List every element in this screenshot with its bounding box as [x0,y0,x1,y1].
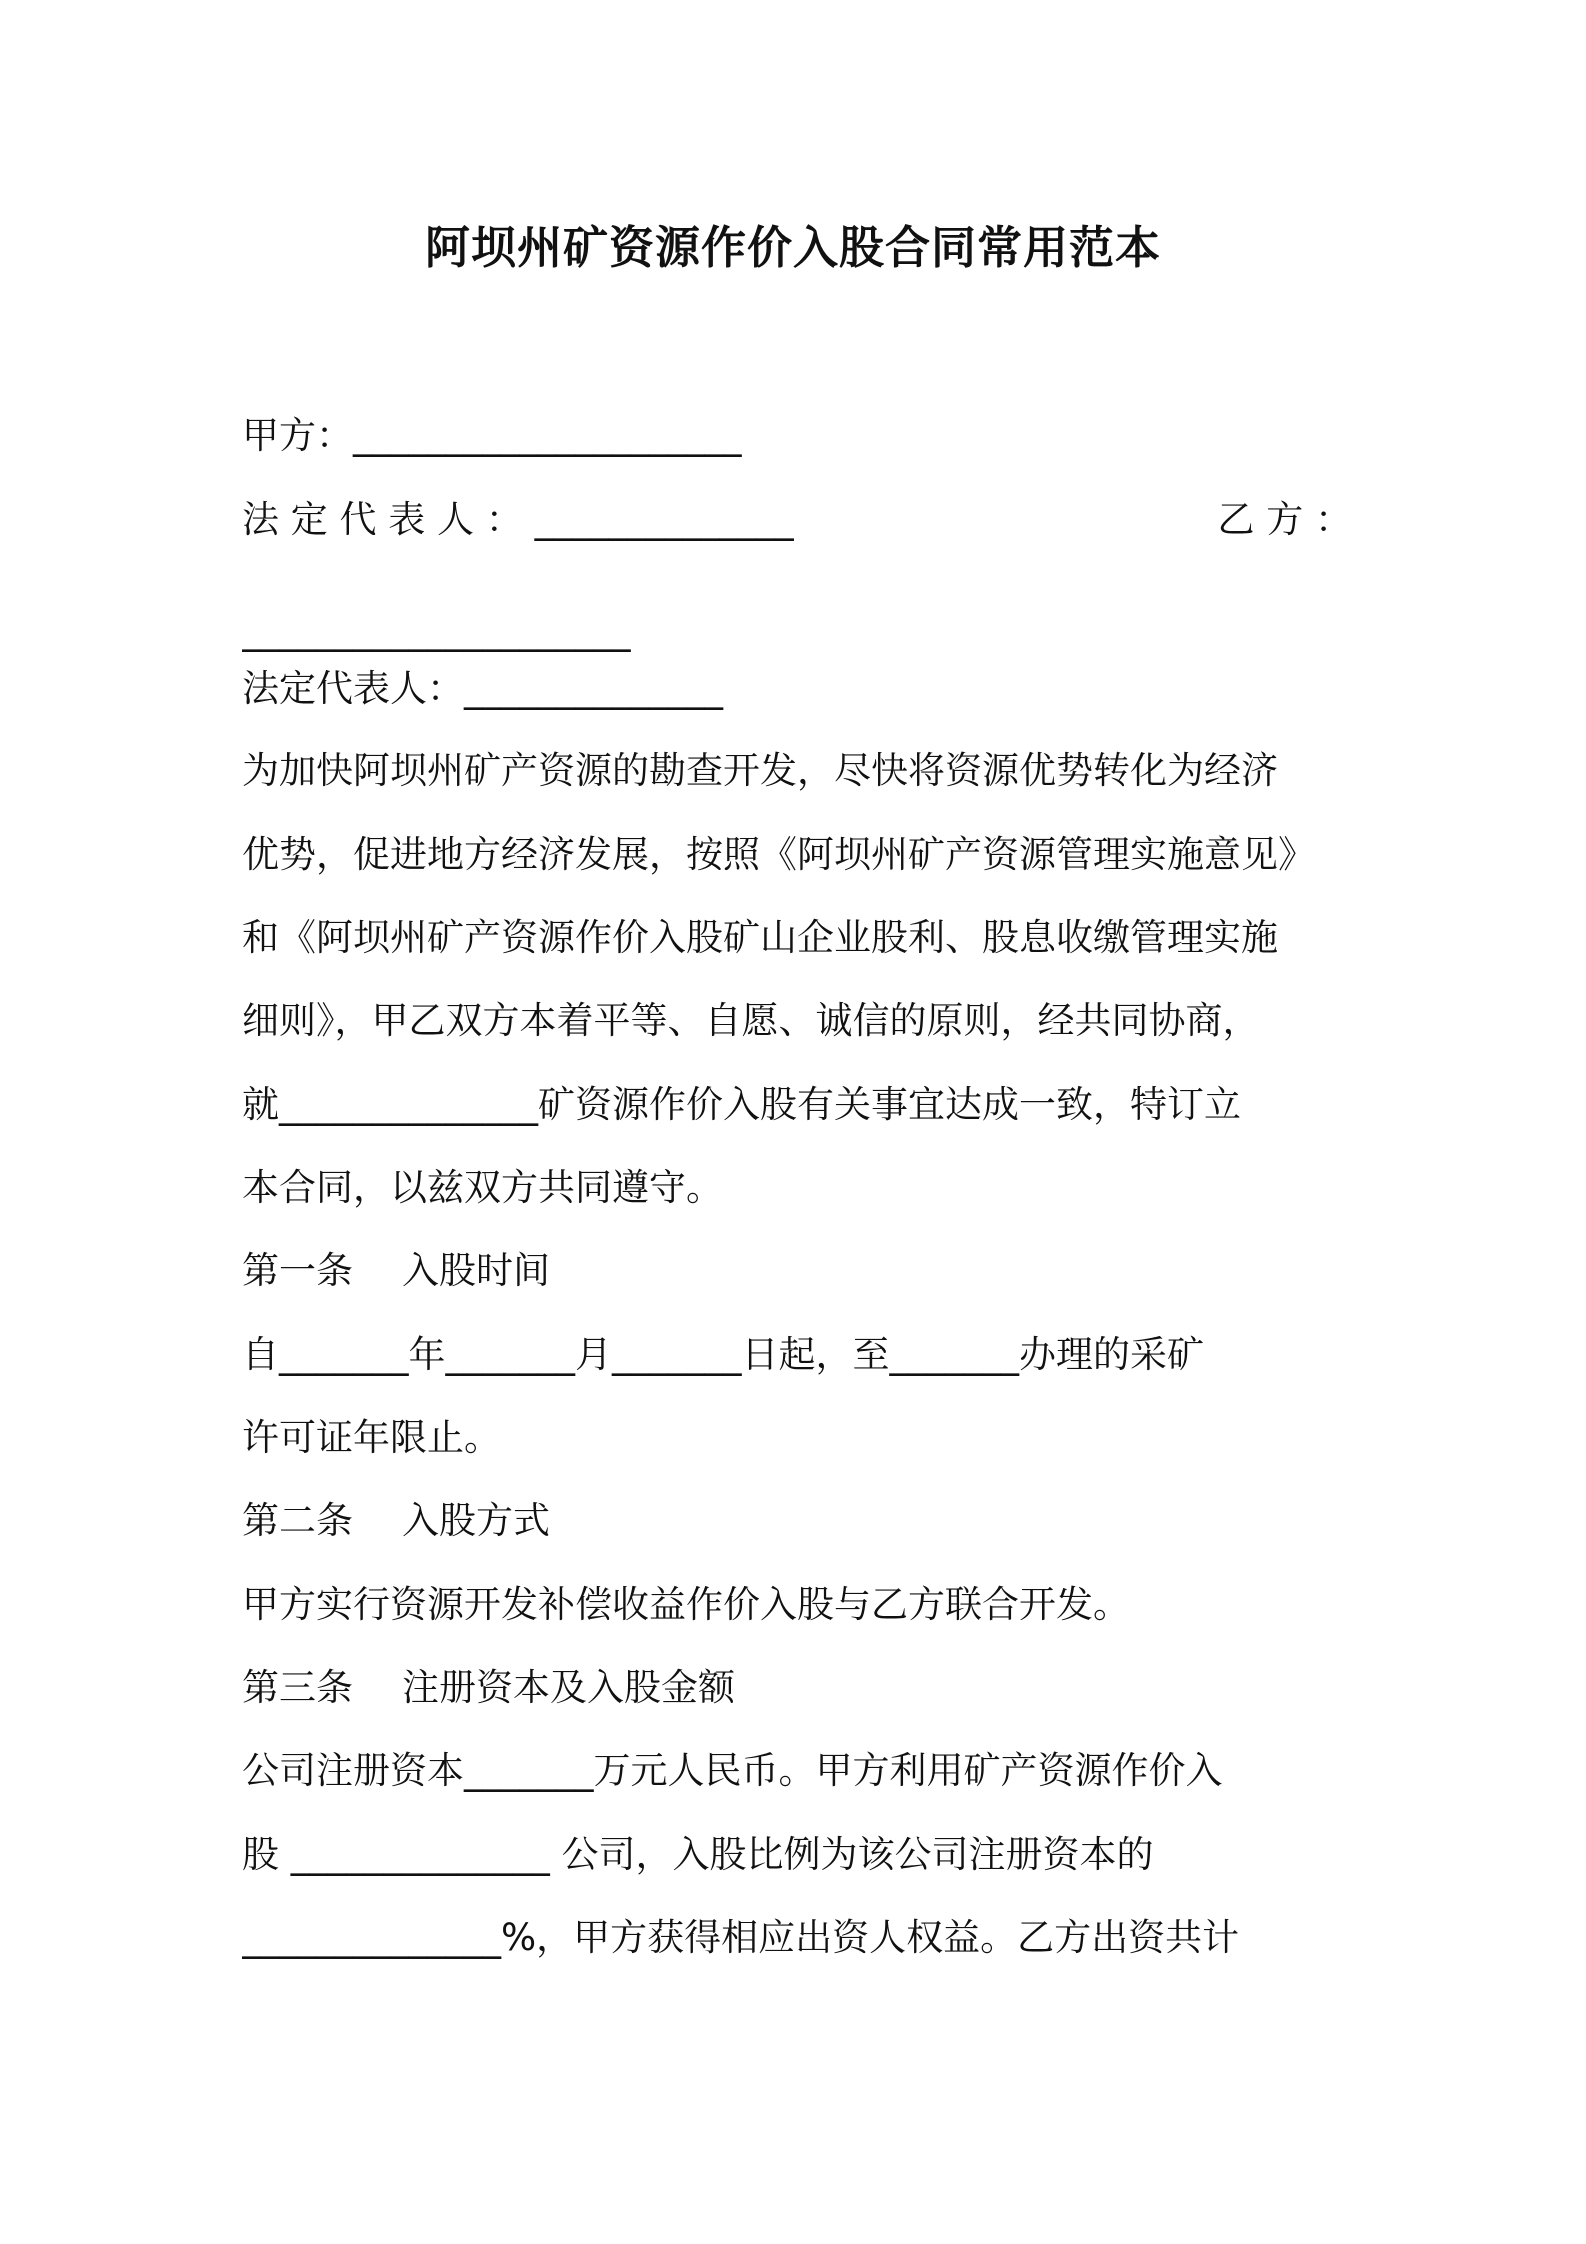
article-1-line: 自_______年_______月_______日起，至_______办理的采矿 [242,1333,1204,1376]
article-number: 第一条 [242,1249,353,1292]
article-1-heading [242,1246,1352,1296]
preamble-line: 优势，促进地方经济发展，按照《阿坝州矿产资源管理实施意见》 [242,833,1315,876]
rep-and-party-b-line [242,495,1352,545]
document-title: 阿坝州矿资源作价入股合同常用范本 [424,221,1161,274]
preamble-line: 为加快阿坝州矿产资源的勘查开发，尽快将资源优势转化为经济 [242,749,1278,792]
article-2-line: 甲方实行资源开发补偿收益作价入股与乙方联合开发。 [242,1583,1130,1626]
article-3-line: 股 ______________ 公司，入股比例为该公司注册资本的 [242,1833,1154,1876]
preamble-line: 和《阿坝州矿产资源作价入股矿山企业股利、股息收缴管理实施 [242,916,1278,959]
article-2-heading [242,1496,1352,1546]
party-b-rep-line: 法定代表人：______________ [242,667,723,710]
party-b-blank: _____________________ [242,609,631,652]
party-a-line: 甲方：_____________________ [242,414,742,457]
article-3-heading [242,1663,1352,1713]
article-title: 注册资本及入股金额 [402,1666,735,1709]
article-title: 入股时间 [402,1249,550,1292]
preamble-line: 就______________矿资源作价入股有关事宜达成一致，特订立 [242,1083,1241,1126]
article-title: 入股方式 [402,1499,550,1542]
article-1-line: 许可证年限止。 [242,1416,501,1459]
preamble-line: 细则》，甲乙双方本着平等、自愿、诚信的原则，经共同协商， [242,999,1260,1042]
party-a-rep-field: 法 定 代 表 人 ： ______________ [242,498,794,541]
article-number: 第二条 [242,1499,353,1542]
article-3-line: ______________%，甲方获得相应出资人权益。乙方出资共计 [242,1916,1240,1959]
preamble-line: 本合同，以兹双方共同遵守。 [242,1166,723,1209]
article-number: 第三条 [242,1666,353,1709]
party-b-label: 乙 方 ： [1217,498,1352,541]
article-3-line: 公司注册资本_______万元人民币。甲方利用矿产资源作价入 [242,1749,1223,1792]
